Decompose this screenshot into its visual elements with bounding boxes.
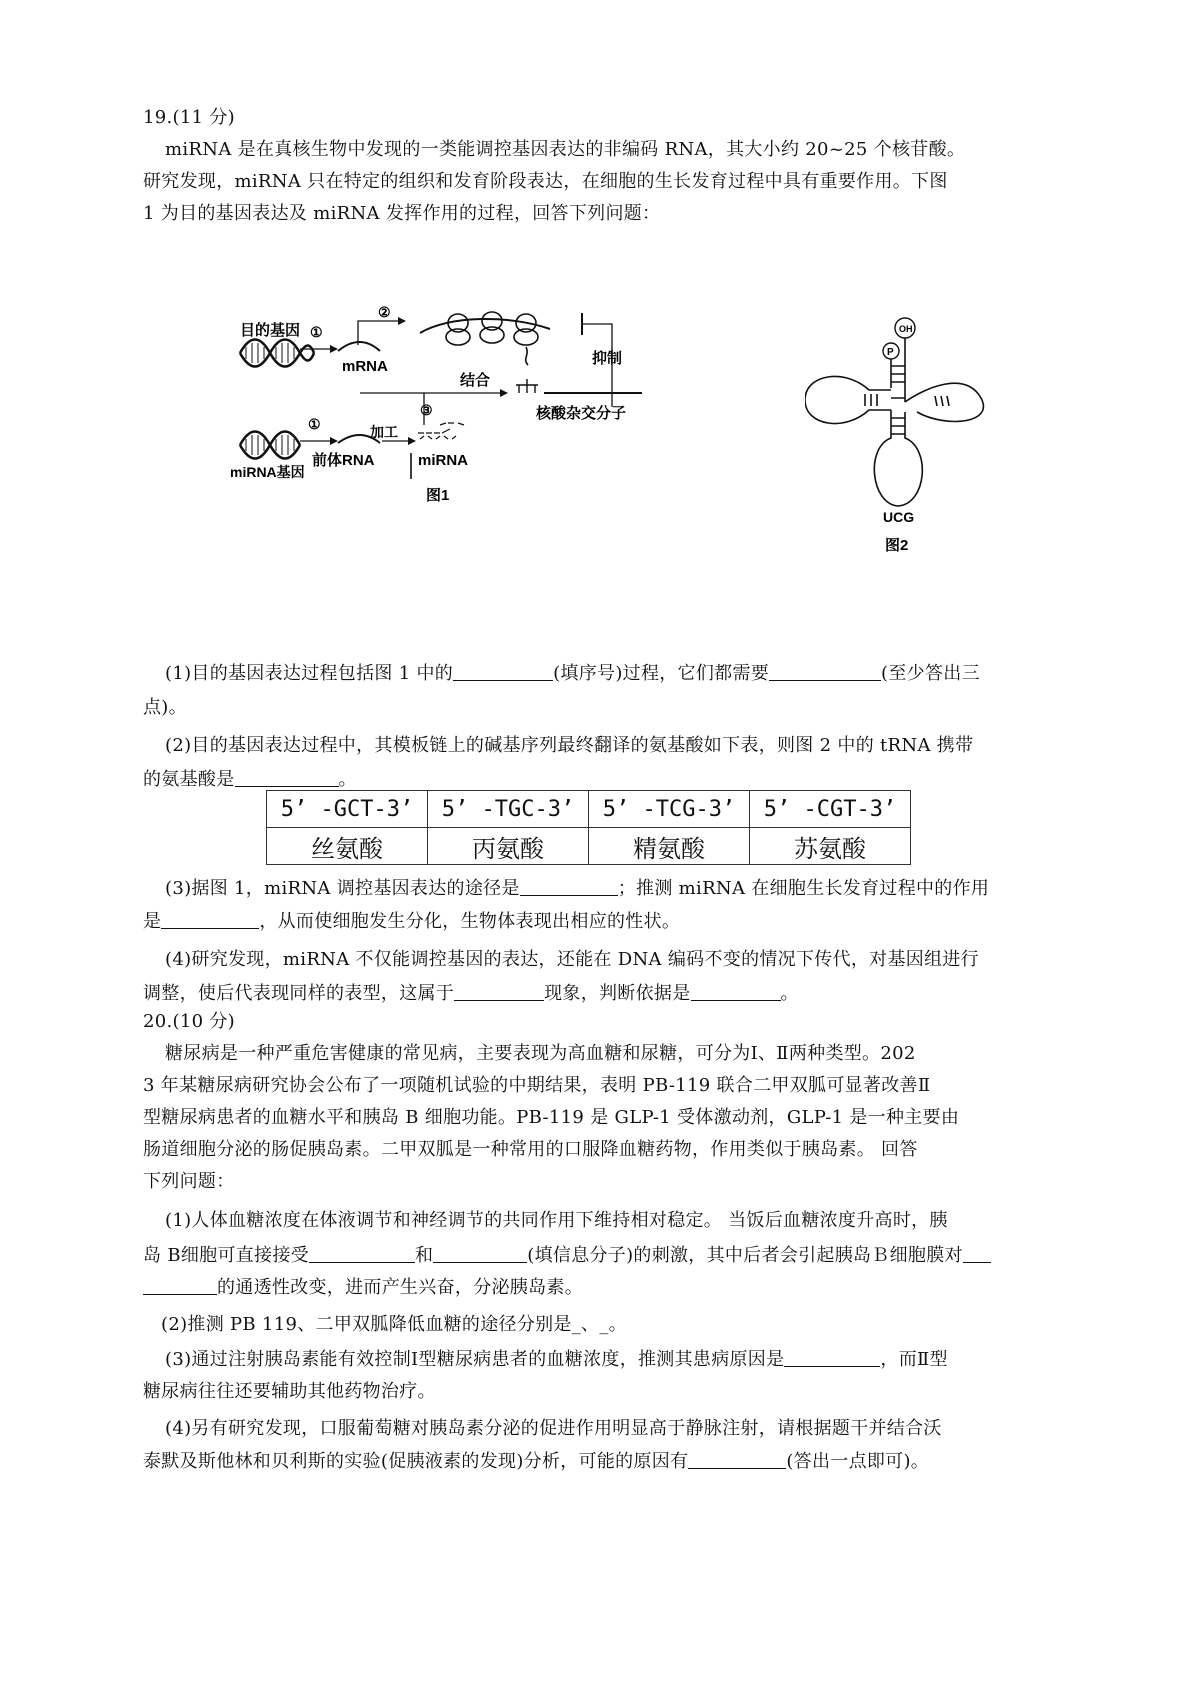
q20-sub2: (2)推测 PB 119、二甲双胍降低血糖的途径分别是_、_。: [161, 1314, 627, 1335]
q20-intro-line-3: 型糖尿病患者的血糖水平和胰岛 B 细胞功能。PB-119 是 GLP-1 受体激动剂，GLP-1 是一种主要由: [143, 1107, 960, 1128]
table-cell-aa: 丙氨酸: [428, 828, 589, 865]
q20-sub3-line1: (3)通过注射胰岛素能有效控制Ⅰ型糖尿病患者的血糖浓度，推测其患病原因是 ，而Ⅱ型: [165, 1349, 948, 1370]
q20-intro-line-2: 3 年某糖尿病研究协会公布了一项随机试验的中期结果，表明 PB-119 联合二甲双胍可显著改善Ⅱ: [143, 1075, 931, 1096]
fig1-process-label: 加工: [370, 424, 398, 440]
q19-header: 19.(11 分): [143, 107, 235, 128]
table-cell-seq: 5’ -CGT-3’: [750, 791, 911, 828]
figure-2-trna-diagram: [805, 308, 1005, 558]
fig1-mirna-label: miRNA: [418, 452, 469, 469]
q19-sub3-line2: 是 ，从而使细胞发生分化，生物体表现出相应的性状。: [143, 911, 681, 932]
trna-structure-icon: [805, 338, 983, 506]
table-cell-seq: 5’ -TCG-3’: [589, 791, 750, 828]
q20-intro-line-1: 糖尿病是一种严重危害健康的常见病，主要表现为高血糖和尿糖，可分为Ⅰ、Ⅱ两种类型。202: [165, 1043, 916, 1064]
fig1-mrna-label: mRNA: [342, 358, 388, 375]
answer-blank[interactable]: [691, 982, 781, 1001]
table-cell-seq: 5’ -TGC-3’: [428, 791, 589, 828]
q20-sub1-line1: (1)人体血糖浓度在体液调节和神经调节的共同作用下维持相对稳定。 当饭后血糖浓度升高时，胰: [165, 1210, 948, 1231]
answer-blank[interactable]: [520, 877, 618, 896]
q19-sub1-line2: 点)。: [143, 697, 187, 718]
q20-intro-line-5: 下列问题：: [143, 1171, 235, 1192]
q19-intro-line-2: 研究发现，miRNA 只在特定的组织和发育阶段表达，在细胞的生长发育过程中具有重要作用。下图: [143, 171, 948, 192]
q19-sub4-line1: (4)研究发现，miRNA 不仅能调控基因的表达，还能在 DNA 编码不变的情况下传代，对基因组进行: [165, 949, 979, 970]
answer-blank[interactable]: [454, 982, 544, 1001]
answer-blank[interactable]: [309, 1244, 415, 1263]
answer-blank[interactable]: [433, 1244, 527, 1263]
table-cell-aa: 丝氨酸: [267, 828, 428, 865]
fig1-step3: ③: [420, 402, 433, 418]
answer-blank[interactable]: [688, 1450, 786, 1469]
q20-intro-line-4: 肠道细胞分泌的肠促胰岛素。二甲双胍是一种常用的口服降血糖药物，作用类似于胰岛素。 回答: [143, 1139, 918, 1160]
q20-sub1-line3: 的通透性改变，进而产生兴奋，分泌胰岛素。: [143, 1276, 583, 1300]
trna-oh-label: OH: [899, 324, 913, 334]
dna-helix-icon-2: [240, 432, 300, 459]
table-cell-aa: 苏氨酸: [750, 828, 911, 865]
fig1-step1-top: ①: [310, 324, 323, 340]
hybrid-molecule-icon: [516, 379, 538, 393]
answer-blank[interactable]: [769, 662, 881, 681]
trna-p-label: P: [887, 347, 894, 358]
fig1-inhibit-label: 抑制: [592, 350, 623, 367]
dna-helix-icon: [240, 340, 314, 367]
fig1-mirna-gene-label: miRNA基因: [230, 464, 305, 480]
fig1-step2: ②: [378, 305, 391, 320]
fig1-pre-rna-label: 前体RNA: [312, 452, 375, 469]
codon-amino-acid-table: [266, 790, 911, 865]
q20-sub4-line1: (4)另有研究发现，口服葡萄糖对胰岛素分泌的促进作用明显高于静脉注射，请根据题干并结合沃: [165, 1418, 942, 1439]
q20-sub1-line2: 岛 B细胞可直接接受 和 (填信息分子)的刺激，其中后者会引起胰岛Ｂ细胞膜对: [143, 1244, 991, 1268]
table-cell-aa: 精氨酸: [589, 828, 750, 865]
fig1-step1-bottom: ①: [308, 416, 321, 432]
q19-sub2-line1: (2)目的基因表达过程中，其模板链上的碱基序列最终翻译的氨基酸如下表，则图 2 中的 tRNA 携带: [165, 735, 974, 756]
trna-anticodon-label: UCG: [883, 509, 915, 525]
q19-intro-line-3: 1 为目的基因表达及 miRNA 发挥作用的过程，回答下列问题：: [143, 203, 661, 224]
q19-sub1-line1: (1)目的基因表达过程包括图 1 中的 (填序号)过程，它们都需要 (至少答出三: [165, 663, 980, 684]
mirna-fragments-icon: [418, 423, 464, 439]
answer-blank[interactable]: [453, 662, 553, 681]
fig1-bind-label: 结合: [460, 372, 491, 389]
fig1-target-gene-label: 目的基因: [240, 322, 301, 339]
fig1-hybrid-label: 核酸杂交分子: [536, 405, 627, 422]
q19-sub4-line2: 调整，使后代表现同样的表型，这属于 现象，判断依据是 。: [143, 983, 799, 1004]
answer-blank[interactable]: [235, 768, 339, 787]
q20-header: 20.(10 分): [143, 1011, 235, 1032]
q19-sub3-line1: (3)据图 1，miRNA 调控基因表达的途径是 ；推测 miRNA 在细胞生长发育过程中的作用: [165, 878, 990, 899]
table-cell-seq: 5’ -GCT-3’: [267, 791, 428, 828]
answer-blank[interactable]: [143, 1276, 217, 1295]
answer-blank[interactable]: [161, 910, 259, 929]
answer-blank[interactable]: [784, 1348, 880, 1367]
figure-1-gene-expression-diagram: [230, 305, 720, 565]
fig2-caption: 图2: [885, 537, 909, 554]
q19-intro-line-1: miRNA 是在真核生物中发现的一类能调控基因表达的非编码 RNA，其大小约 20~25 个核苷酸。: [165, 139, 966, 160]
q20-sub4-line2: 泰默及斯他林和贝利斯的实验(促胰液素的发现)分析，可能的原因有 (答出一点即可)。: [143, 1451, 930, 1472]
q19-sub2-line2: 的氨基酸是 。: [143, 769, 357, 790]
answer-blank[interactable]: [963, 1244, 991, 1263]
q20-sub3-line2: 糖尿病往往还要辅助其他药物治疗。: [143, 1381, 436, 1402]
fig1-caption: 图1: [426, 487, 450, 504]
